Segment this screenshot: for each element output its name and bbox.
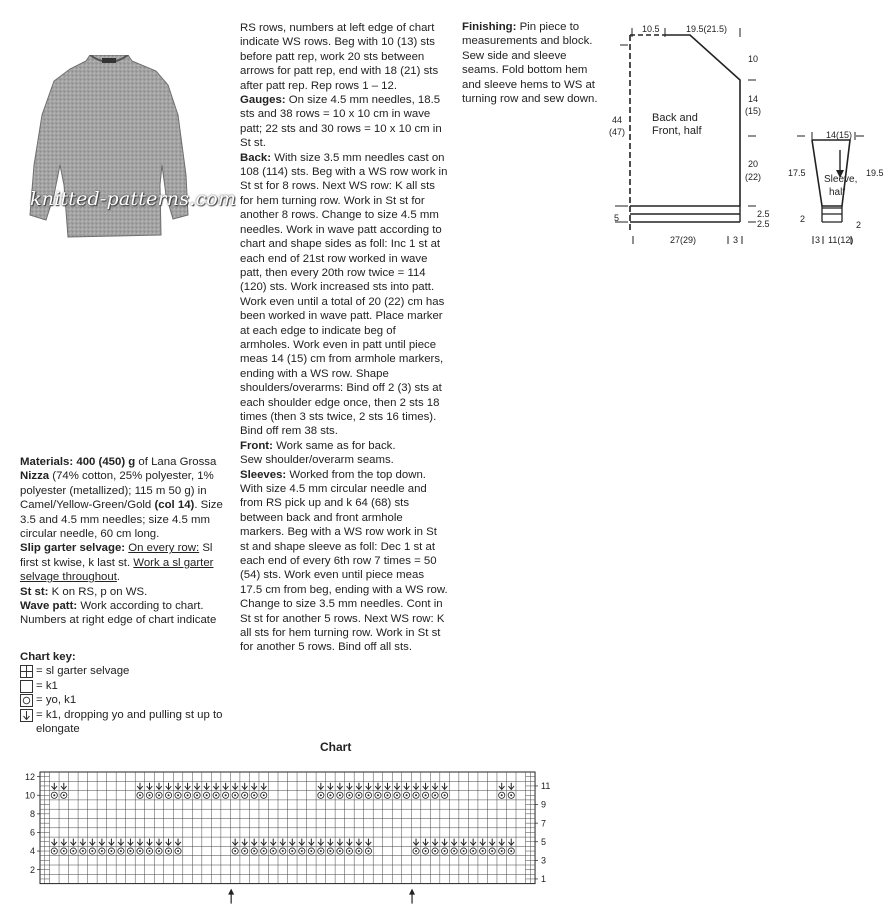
yo-symbol-dot: [282, 850, 284, 852]
front-text: Work same as for back.: [272, 439, 396, 452]
yo-symbol-dot: [415, 850, 417, 852]
yo-symbol-dot: [263, 850, 265, 852]
dim-top-1: 10.5: [642, 24, 660, 34]
yo-symbol-dot: [377, 794, 379, 796]
materials-paragraph: [20, 455, 230, 541]
yo-symbol-dot: [244, 794, 246, 796]
yo-symbol-dot: [272, 850, 274, 852]
yo-symbol-dot: [415, 794, 417, 796]
key-row-selvage: [20, 664, 230, 678]
yo-symbol-dot: [253, 850, 255, 852]
row-number-right: 3: [541, 855, 547, 866]
yo-symbol-dot: [510, 850, 512, 852]
yo-symbol-dot: [348, 850, 350, 852]
sleeves-text: Worked from the top down. With size 4.5 mm circular needle and from RS pick up and k 64 (68) sts between back and front armhole markers. Beg with a WS row work in St st and shape sleeve as foll: Dec 1 st at each end of every 6th row 7 times = 50 (54) sts. Work even until piece meas 17.5 cm from beg, ending with a WS row. Change to size 3.5 mm needles. Cont in St st for another 5 rows. Next WS row: K all sts for hem turning row. Work in St st for another 5 rows. Bind off all sts.: [240, 468, 448, 654]
yo-symbol-dot: [168, 794, 170, 796]
yo-symbol-dot: [53, 850, 55, 852]
row-number-right: 5: [541, 836, 547, 847]
dim-right-2a: 14: [748, 94, 759, 104]
yo-symbol-dot: [158, 794, 160, 796]
yo-symbol-dot: [434, 794, 436, 796]
yo-symbol-dot: [244, 850, 246, 852]
yo-symbol-dot: [129, 850, 131, 852]
yo-symbol-dot: [444, 794, 446, 796]
yo-symbol-dot: [291, 850, 293, 852]
yo-symbol-dot: [253, 794, 255, 796]
yo-symbol-dot: [234, 850, 236, 852]
yo-symbol-dot: [482, 850, 484, 852]
dim-left-1a: 44: [612, 115, 623, 125]
chart-title: Chart: [320, 740, 352, 754]
key-selvage-text: = sl garter selvage: [36, 665, 130, 678]
yo-symbol-dot: [225, 794, 227, 796]
yo-symbol-dot: [310, 850, 312, 852]
sleeve-dim-lr: 2: [800, 214, 806, 224]
row-number-right: 7: [541, 818, 547, 829]
row-number-left: 8: [29, 809, 35, 819]
yo-symbol-dot: [301, 850, 303, 852]
yo-symbol-dot: [110, 850, 112, 852]
row-number-right: 1: [541, 874, 547, 885]
finishing-paragraph: [462, 20, 600, 106]
yo-symbol-dot: [453, 850, 455, 852]
yo-symbol-dot: [348, 794, 350, 796]
key-yo-text: = yo, k1: [36, 694, 77, 707]
yarn-name: Nizza: [20, 470, 50, 483]
sleeve-dim-left: 17.5: [788, 168, 806, 178]
gauges-label: Gauges:: [240, 94, 286, 107]
dim-right-5: 2.5: [757, 219, 770, 229]
yo-symbol-dot: [120, 850, 122, 852]
row-number-left: 2: [29, 864, 35, 875]
front-label: Front:: [240, 439, 273, 452]
dim-left-2: 5: [614, 213, 620, 223]
knitting-chart: [0, 766, 895, 907]
chart-key-title-text: Chart key:: [20, 650, 76, 663]
yo-symbol-dot: [177, 850, 179, 852]
yo-symbol-dot: [339, 794, 341, 796]
yo-symbol-dot: [491, 850, 493, 852]
back-label-1: Back and: [652, 112, 698, 124]
sleeve-dim-right: 19.5: [866, 168, 884, 178]
slip-u1: On every row:: [128, 542, 200, 555]
sleeve-dim-bot: 11(12): [828, 235, 854, 245]
row-number-left: 4: [29, 846, 35, 857]
yo-symbol-dot: [396, 794, 398, 796]
key-row-k1: [20, 679, 230, 693]
dim-right-3b: (22): [745, 172, 762, 182]
sleeves-label: Sleeves:: [240, 468, 287, 481]
k1-symbol-icon: [20, 680, 33, 693]
drop-yo-symbol-icon: [20, 709, 33, 722]
back-paragraph: [240, 151, 448, 439]
yo-symbol-dot: [101, 850, 103, 852]
yo-symbol-dot: [434, 850, 436, 852]
dim-right-2b: (15): [745, 106, 762, 116]
finishing-text: Pin piece to measurements and block. Sew side and sleeve seams. Fold bottom hem and sleeve hems to WS at turning row and sew down.: [462, 21, 598, 106]
yo-symbol-dot: [177, 794, 179, 796]
gauges-text: On size 4.5 mm needles, 18.5 sts and 38 rows = 10 x 10 cm in wave patt; 22 sts and 30 rows = 10 x 10 cm in St st.: [240, 94, 442, 150]
row-number-right: 9: [541, 799, 547, 810]
yo-symbol-dot: [158, 850, 160, 852]
yo-symbol-icon: [20, 694, 33, 707]
watermark: knitted-patterns.com: [30, 188, 237, 210]
yo-symbol-dot: [386, 794, 388, 796]
stst-label: St st:: [20, 585, 49, 598]
chart-key-title: [20, 650, 230, 664]
sweater-photo: [28, 55, 190, 250]
row-number-right: 11: [541, 781, 551, 792]
yo-symbol-dot: [148, 850, 150, 852]
yo-symbol-dot: [63, 794, 65, 796]
yo-symbol-dot: [148, 794, 150, 796]
sleeve-dim-bot-l: 3: [815, 235, 821, 245]
seam-paragraph: Sew shoulder/overarm seams.: [240, 454, 394, 467]
yo-symbol-dot: [329, 850, 331, 852]
yo-symbol-dot: [234, 794, 236, 796]
yo-symbol-dot: [425, 794, 427, 796]
dim-bottom: 27(29): [670, 235, 697, 245]
gauges-paragraph: [240, 93, 448, 151]
dim-right-1: 10: [748, 54, 759, 64]
key-row-drop: [20, 708, 230, 737]
sleeves-paragraph: [240, 468, 448, 655]
yo-symbol-dot: [63, 850, 65, 852]
dim-top-2: 19.5(21.5): [686, 24, 728, 34]
yo-symbol-dot: [82, 850, 84, 852]
yo-symbol-dot: [215, 794, 217, 796]
intro-paragraph: RS rows, numbers at left edge of chart indicate WS rows. Beg with 10 (13) sts before patt rep, work 20 sts between arrows for patt rep, end with 18 (21) sts after patt rep. Rep rows 1 – 12.: [240, 22, 439, 92]
yo-symbol-dot: [187, 794, 189, 796]
yo-symbol-dot: [139, 850, 141, 852]
slip-u2: Work a sl garter selvage throughout: [20, 556, 214, 584]
finishing-label: Finishing:: [462, 21, 517, 33]
yo-symbol-dot: [358, 794, 360, 796]
yo-symbol-dot: [406, 794, 408, 796]
yo-symbol-dot: [358, 850, 360, 852]
repeat-arrow-head: [409, 889, 415, 895]
yo-symbol-dot: [53, 794, 55, 796]
yo-symbol-dot: [329, 794, 331, 796]
yo-symbol-dot: [501, 850, 503, 852]
dim-right-3a: 20: [748, 159, 759, 169]
yo-symbol-dot: [320, 850, 322, 852]
schematic-diagram: [600, 10, 890, 245]
left-column: [20, 455, 230, 736]
yo-symbol-dot: [463, 850, 465, 852]
materials-amount: 400 (450) g: [76, 456, 136, 468]
yo-symbol-dot: [139, 794, 141, 796]
slip-text-2: .: [116, 571, 121, 584]
dim-right-4: 2.5: [757, 209, 770, 219]
materials-text-1: of Lana Grossa: [135, 456, 217, 468]
sleeve-dim-rr: 2: [856, 220, 862, 230]
right-column: [462, 20, 600, 106]
row-number-left: 6: [29, 827, 35, 838]
yo-symbol-dot: [91, 850, 93, 852]
sleeve-label-1: Sleeve,: [824, 174, 858, 185]
yo-symbol-dot: [425, 850, 427, 852]
yo-symbol-dot: [339, 850, 341, 852]
stst-paragraph: [20, 585, 230, 599]
yo-symbol-dot: [367, 794, 369, 796]
wave-label: Wave patt:: [20, 600, 78, 613]
yo-symbol-dot: [472, 850, 474, 852]
yo-symbol-dot: [501, 794, 503, 796]
row-number-left: 12: [24, 771, 35, 782]
wave-text: Work according to chart. Numbers at right edge of chart indicate: [20, 600, 217, 627]
middle-column: [240, 21, 448, 655]
stst-text: K on RS, p on WS.: [48, 585, 148, 598]
dim-left-1b: (47): [609, 127, 626, 137]
repeat-arrow-head: [228, 889, 234, 895]
slip-label: Slip garter selvage:: [20, 542, 126, 555]
dim-bottom-right: 3: [733, 235, 739, 245]
front-paragraph: [240, 439, 448, 453]
key-k1-text: = k1: [36, 679, 58, 692]
back-text: With size 3.5 mm needles cast on 108 (114) sts. Beg with a WS row work in St st for 8 rows. Next WS row: K all sts for hem turning row. Work in St st for another 8 rows. Change to size 4.5 mm needles. Work in wave patt according to chart and shape sides as foll: Inc 1 st at each end of 21st row worked in wave patt, then every 20th row twice = 114 (120) sts. Work increased sts into patt. Work even until a total of 20 (22) cm has been worked in wave patt. Place marker at each edge to indicate beg of armholes. Work even in patt until piece meas 14 (15) cm from armhole markers, ending with a WS row. Shape shoulders/overarms: Bind off 2 (3) sts at each shoulder edge once, then 2 sts 18 times (then 3 sts twice, 2 sts 16 times). Bind off rem 38 sts.: [240, 151, 448, 438]
materials-text-2: (74% cotton, 25% polyester, 1% polyester (metallized); 115 m 50 g) in Camel/Yellow-Green/Gold: [20, 470, 214, 512]
materials-label: Materials:: [20, 456, 74, 468]
slip-text-1: Sl first st kwise, k last st.: [20, 542, 213, 569]
yo-symbol-dot: [196, 794, 198, 796]
yo-symbol-dot: [72, 850, 74, 852]
selvage-symbol-icon: [20, 665, 33, 678]
back-label: Back:: [240, 151, 272, 164]
wave-paragraph: [20, 599, 230, 628]
sleeve-label-2: half: [829, 187, 846, 198]
yo-symbol-dot: [206, 794, 208, 796]
slip-paragraph: [20, 541, 230, 584]
yo-symbol-dot: [510, 794, 512, 796]
sleeve-dim-top: 14(15): [826, 130, 853, 140]
key-drop-text: = k1, dropping yo and pulling st up to elongate: [36, 708, 223, 735]
yo-symbol-dot: [320, 794, 322, 796]
back-label-2: Front, half: [652, 125, 702, 137]
yo-symbol-dot: [444, 850, 446, 852]
yo-symbol-dot: [263, 794, 265, 796]
colour-number: (col 14): [154, 499, 195, 512]
row-number-left: 10: [24, 790, 35, 801]
yo-symbol-dot: [168, 850, 170, 852]
materials-text-3: . Size 3.5 and 4.5 mm needles; size 4.5 mm circular needle, 60 cm long.: [20, 499, 223, 541]
yo-symbol-dot: [367, 850, 369, 852]
key-row-yo: [20, 693, 230, 707]
